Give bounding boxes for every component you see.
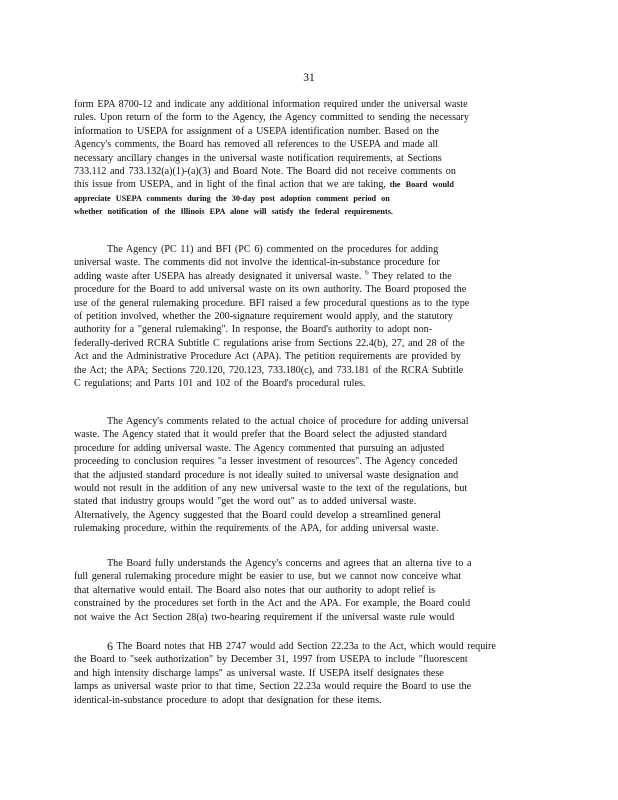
text-line: authority for a "general rulemaking". In response, the Board's authority to adopt non- <box>74 324 433 336</box>
text-line: not waive the Act Section 28(a) two-hearing requirement if the universal waste rule would <box>74 611 455 623</box>
text-line: The Board fully understands the Agency's concerns and agrees that an alterna tive to a <box>107 558 472 569</box>
paragraph-4 <box>74 557 524 624</box>
text-line: full general rulemaking procedure might be easier to use, but we cannot now conceive what <box>74 571 462 583</box>
paragraph-2 <box>74 243 524 390</box>
bold-request-line: whether notification of the Illinois EPA alone will satisfy the federal requirements. <box>74 207 393 217</box>
text-line: Alternatively, the Agency suggested that the Board could develop a streamlined general <box>74 509 441 521</box>
text-line-end: They related to the <box>372 270 452 282</box>
text-line: C regulations; and Parts 101 and 102 of the Board's procedural rules. <box>74 378 366 390</box>
text-line: stated that industry groups would "get the word out" as to added universal waste. <box>74 496 417 508</box>
text-line: the Act; the APA; Sections 720.120, 720.123, 733.180(c), and 733.181 of the RCRA Subtitle <box>74 364 464 376</box>
text-line: federally-derived RCRA Subtitle C regulations arise from Sections 22.4(b), 27, and 28 of the <box>74 337 465 349</box>
text-line: lamps as universal waste prior to that time, Section 22.23a would require the Board to use the <box>74 681 472 693</box>
bold-request-start: the Board would <box>389 180 454 190</box>
text-line: that alternative would entail. The Board also notes that our authority to adopt relief is <box>74 584 436 596</box>
text-line: The Agency's comments related to the actual choice of procedure for adding universal <box>107 416 469 427</box>
footnote-marker: 6 <box>107 640 113 653</box>
text-line: universal waste. The comments did not involve the identical-in-substance procedure for <box>74 257 440 269</box>
text-line: proceeding to conclusion requires "a lesser investment of resources". The Agency conceded <box>74 456 458 468</box>
text-line: waste. The Agency stated that it would prefer that the Board select the adjusted standard <box>74 429 447 441</box>
text-line: The Agency (PC 11) and BFI (PC 6) commented on the procedures for adding <box>107 244 439 255</box>
text-line: rules. Upon return of the form to the Agency, the Agency committed to sending the necessary <box>74 112 469 124</box>
text-line <box>74 178 524 191</box>
text-line: would not result in the addition of any new universal waste to the text of the regulations, but <box>74 483 468 495</box>
text-line: rulemaking procedure, within the requirements of the APA, for adding universal waste. <box>74 523 439 535</box>
text-line: Agency's comments, the Board has removed all references to the USEPA and made all <box>74 139 439 151</box>
text-line: procedure for adding universal waste. The Agency commented that pursuing an adjusted <box>74 442 445 454</box>
text-line: form EPA 8700-12 and indicate any additional information required under the universal waste <box>74 99 468 110</box>
footnote <box>74 640 524 707</box>
text-line: the Board to "seek authorization" by December 31, 1997 from USEPA to include "fluorescent <box>74 654 468 666</box>
bold-request-line: appreciate USEPA comments during the 30-day post adoption comment period on <box>74 193 390 203</box>
text-line-start: this issue from USEPA, and in light of the final action that we are taking, <box>74 179 386 191</box>
text-line: procedure for the Board to add universal waste on its own authority. The Board proposed the <box>74 284 467 296</box>
text-line <box>74 270 524 283</box>
text-line: use of the general rulemaking procedure. BFI raised a few procedural questions as to the type <box>74 297 470 309</box>
text-line: necessary ancillary changes in the universal waste notification requirements, at Sections <box>74 152 442 164</box>
text-line: of petition involved, whether the 200-signature requirement would apply, and the statutory <box>74 311 453 323</box>
text-line: 733.112 and 733.132(a)(1)-(a)(3) and Board Note. The Board did not receive comments on <box>74 166 456 178</box>
paragraph-1 <box>74 98 524 219</box>
text-line: that the adjusted standard procedure is not ideally suited to universal waste designation and <box>74 469 459 481</box>
page-number: 31 <box>303 72 315 84</box>
footnote-text-start: The Board notes that HB 2747 would add Section 22.23a to the Act, which would require <box>116 641 496 652</box>
text-line: constrained by the procedures set forth in the Act and the APA. For example, the Board could <box>74 598 471 610</box>
text-line <box>74 640 524 653</box>
text-line: information to USEPA for assignment of a USEPA identification number. Based on the <box>74 125 439 137</box>
paragraph-3 <box>74 415 524 536</box>
footnote-reference: 6 <box>365 269 369 277</box>
text-line: and high intensity discharge lamps" as universal waste. If USEPA itself designates these <box>74 667 444 679</box>
text-line: Act and the Administrative Procedure Act (APA). The petition requirements are provided by <box>74 351 461 363</box>
text-line: identical-in-substance procedure to adopt that designation for these items. <box>74 694 382 706</box>
text-line-start: adding waste after USEPA has already designated it universal waste. <box>74 270 362 282</box>
